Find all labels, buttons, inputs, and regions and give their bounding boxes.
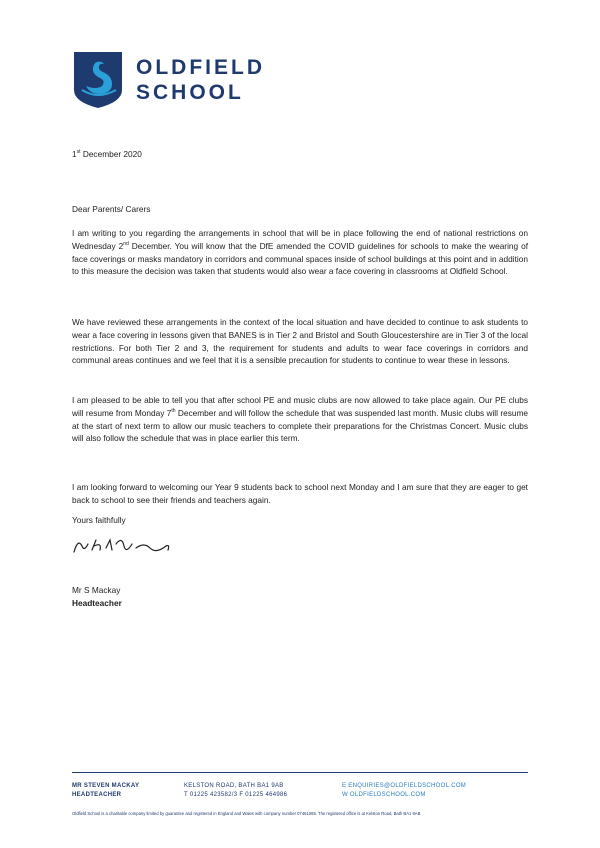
footer-role: HEADTEACHER xyxy=(72,792,122,798)
footer-name: MR STEVEN MACKAY xyxy=(72,783,140,789)
date-suffix: st xyxy=(76,149,81,156)
p1-sup: nd xyxy=(123,241,129,248)
letter-date xyxy=(72,148,528,161)
date-rest: December 2020 xyxy=(80,149,142,159)
footer-disclaimer: Oldfield School is a charitable company limited by guarantee and registered in England and Wales with company number 07461065. The registered office is at Kelston Road, Bath BA1 9AB xyxy=(72,811,421,816)
p3-b: December and will follow the schedule that was suspended last month. Music clubs will resume at the start of next term to allow our music teachers to complete their preparations for the Christmas Concert. Music clubs will also follow the schedule that was in place earlier this term. xyxy=(72,408,528,444)
signature xyxy=(70,532,180,560)
footer-phone: T 01225 423582/3 F 01225 464986 xyxy=(184,792,288,798)
p3-a: I am pleased to be able to tell you that after school PE and music clubs are now allowed to take place again. Our PE clubs will resume from Monday 7 xyxy=(72,395,528,418)
greeting: Dear Parents/ Carers xyxy=(72,204,151,214)
p1-b: December. You will know that the DfE amended the COVID guidelines for schools to make the wearing of face coverings or masks mandatory in corridors and communal spaces inside of school buildings at this point and in addition to this measure the decision was taken that students would also wear a face covering in classrooms at Oldfield School. xyxy=(72,241,528,277)
signer-title: Headteacher xyxy=(72,598,122,608)
date-day: 1 xyxy=(72,149,77,159)
footer-address: KELSTON ROAD, BATH BA1 9AB xyxy=(184,783,284,789)
footer-contact xyxy=(184,782,287,800)
closing: Yours faithfully xyxy=(72,515,126,525)
paragraph-4: I am looking forward to welcoming our Year 9 students back to school next Monday and I am sure that they are eager to get back to school to see their friends and teachers again. xyxy=(72,482,528,505)
school-logo xyxy=(72,50,265,110)
footer-web[interactable]: W OLDFIELDSCHOOL.COM xyxy=(342,792,426,798)
school-name xyxy=(136,55,265,105)
paragraph-2: We have reviewed these arrangements in the context of the local situation and have decided to continue to ask students to wear a face covering in lessons given that BANES is in Tier 2 and Bristol and South Gloucestershire are in Tier 3 of the local restrictions. For both Tier 2 and 3, the requirement for students and adults to wear face coverings in corridors and communal areas continues and we feel that it is a sensible precaution for students to continue to wear these in lessons. xyxy=(72,317,528,366)
footer-email[interactable]: E ENQUIRIES@OLDFIELDSCHOOL.COM xyxy=(342,783,467,789)
signer-name: Mr S Mackay xyxy=(72,585,121,595)
school-name-line1: OLDFIELD xyxy=(136,56,265,79)
paragraph-1 xyxy=(72,227,528,278)
p1-a: I am writing to you regarding the arrangements in school that will be in place following the end of national restrictions on Wednesday 2 xyxy=(72,228,528,251)
p3-sup: th xyxy=(171,408,176,415)
footer-online xyxy=(342,782,466,800)
footer-head xyxy=(72,782,139,800)
swan-crest-icon xyxy=(72,50,124,110)
paragraph-3 xyxy=(72,394,528,445)
footer-divider xyxy=(72,772,528,773)
school-name-line2: SCHOOL xyxy=(136,81,244,104)
